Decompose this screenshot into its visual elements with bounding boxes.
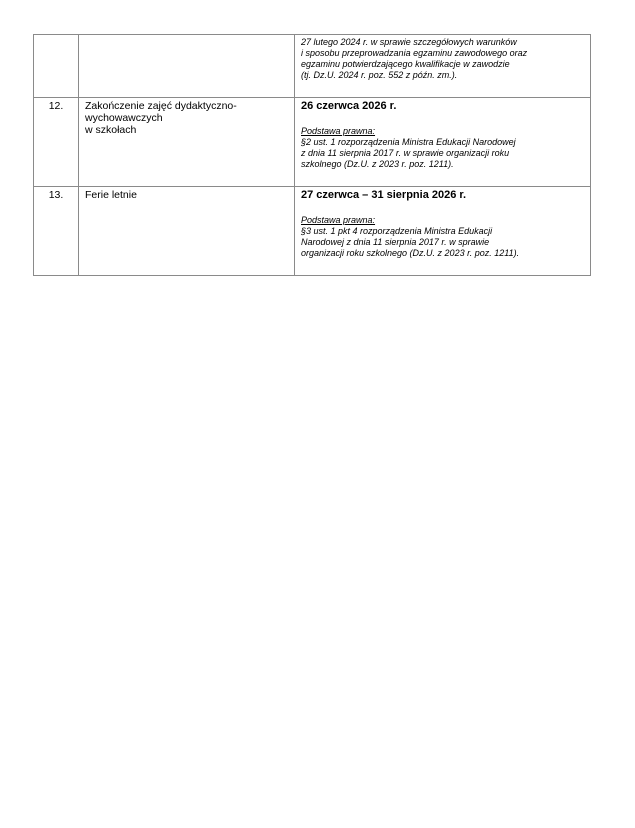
date-cell: [295, 35, 591, 98]
date-cell: [295, 187, 591, 276]
event-name-cell: [79, 187, 295, 276]
event-date: 26 czerwca 2026 r.: [301, 100, 397, 112]
table-row: [34, 35, 591, 98]
legal-basis-label: Podstawa prawna:: [301, 215, 376, 225]
table-row: [34, 98, 591, 187]
legal-basis-text: §3 ust. 1 pkt 4 rozporządzenia Ministra Edukacji Narodowej z dnia 11 sierpnia 2017 r. w sprawie organizacji roku szkolnego (Dz.U. z 2023 r. poz. 1211).: [301, 226, 520, 258]
event-name-cell: [79, 98, 295, 187]
date-cell: [295, 98, 591, 187]
legal-basis-text: 27 lutego 2024 r. w sprawie szczegółowych warunków i sposobu przeprowadzania egzaminu zawodowego oraz egzaminu potwierdzającego kwalifikacje w zawodzie (tj. Dz.U. 2024 r. poz. 552 z późn. zm.).: [301, 37, 528, 80]
row-number-cell: 12.: [34, 98, 79, 187]
legal-basis-label: Podstawa prawna:: [301, 126, 376, 136]
row-number-cell: 13.: [34, 187, 79, 276]
event-name: Ferie letnie: [85, 189, 137, 201]
table-row: [34, 187, 591, 276]
event-name-cell: [79, 35, 295, 98]
calendar-table: [33, 34, 591, 276]
event-date: 27 czerwca – 31 sierpnia 2026 r.: [301, 189, 467, 201]
legal-basis-text: §2 ust. 1 rozporządzenia Ministra Edukacji Narodowej z dnia 11 sierpnia 2017 r. w sprawie organizacji roku szkolnego (Dz.U. z 2023 r. poz. 1211).: [301, 137, 516, 169]
row-number-cell: [34, 35, 79, 98]
event-name: Zakończenie zajęć dydaktyczno- wychowawczych w szkołach: [85, 100, 237, 136]
